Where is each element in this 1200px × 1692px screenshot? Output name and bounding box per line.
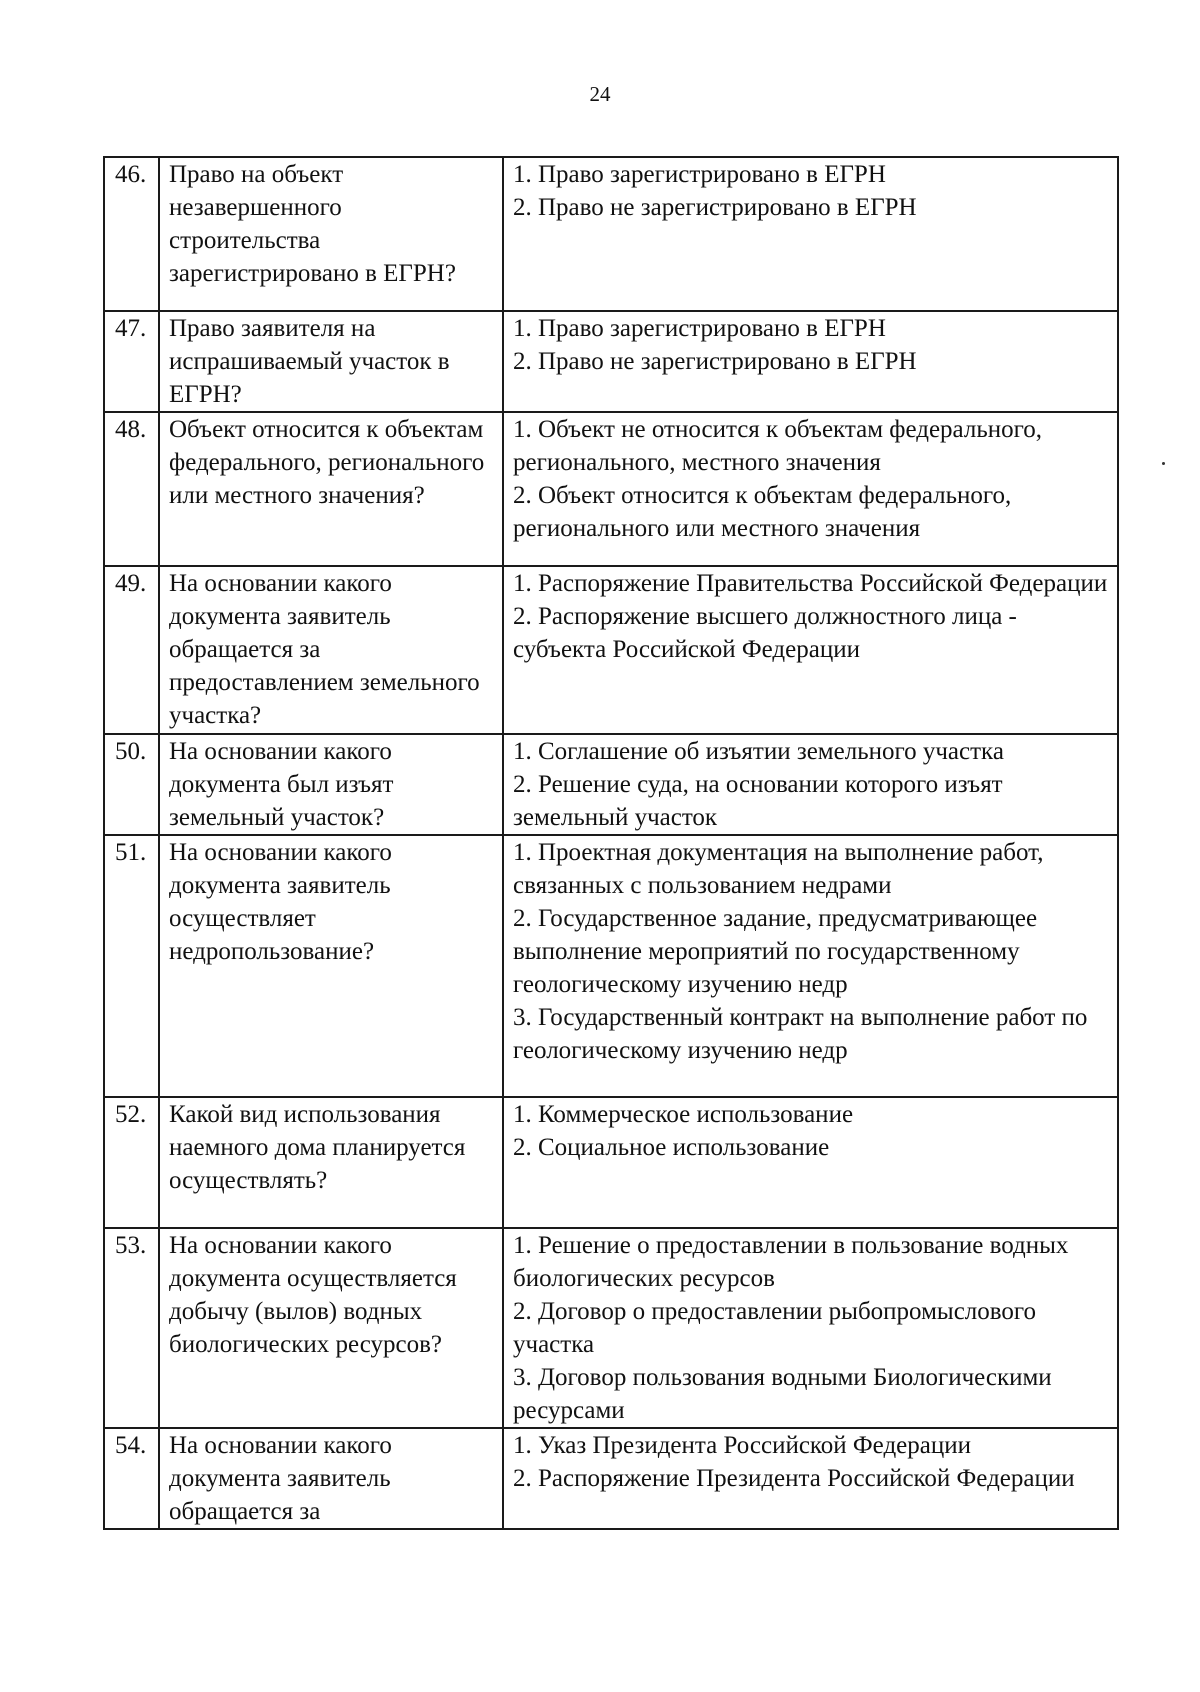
answers-cell bbox=[503, 1228, 1118, 1428]
answer-option: 2. Государственное задание, предусматривающее выполнение мероприятий по государственному геологическому изучению недр bbox=[513, 905, 1038, 998]
answer-option: 1. Право зарегистрировано в ЕГРН bbox=[513, 315, 886, 342]
answer-option: 3. Государственный контракт на выполнение работ по геологическому изучению недр bbox=[513, 1004, 1088, 1064]
answer-option: 3. Договор пользования водными Биологическими ресурсами bbox=[513, 1364, 1052, 1424]
answer-option: 1. Коммерческое использование bbox=[513, 1101, 854, 1128]
row-number: 51. bbox=[104, 835, 159, 1097]
answer-option: 2. Распоряжение высшего должностного лица - субъекта Российской Федерации bbox=[513, 603, 1017, 663]
table-row bbox=[104, 412, 1118, 566]
row-number: 52. bbox=[104, 1097, 159, 1228]
answer-option: 1. Объект не относится к объектам федерального, регионального, местного значения bbox=[513, 416, 1043, 476]
answer-option: 2. Право не зарегистрировано в ЕГРН bbox=[513, 348, 917, 375]
row-number: 53. bbox=[104, 1228, 159, 1428]
answers-cell bbox=[503, 734, 1118, 835]
question-cell: Право заявителя на испрашиваемый участок в ЕГРН? bbox=[159, 311, 503, 412]
answer-option: 1. Право зарегистрировано в ЕГРН bbox=[513, 161, 886, 188]
question-cell: На основании какого документа был изъят земельный участок? bbox=[159, 734, 503, 835]
question-cell: На основании какого документа заявитель осуществляет недропользование? bbox=[159, 835, 503, 1097]
page-number: 24 bbox=[589, 82, 611, 106]
answer-option: 2. Распоряжение Президента Российской Федерации bbox=[513, 1465, 1075, 1492]
question-cell: На основании какого документа осуществляется добычу (вылов) водных биологических ресурсов? bbox=[159, 1228, 503, 1428]
row-number: 46. bbox=[104, 157, 159, 311]
answer-option: 2. Договор о предоставлении рыбопромыслового участка bbox=[513, 1298, 1037, 1358]
row-number: 47. bbox=[104, 311, 159, 412]
question-cell: Какой вид использования наемного дома планируется осуществлять? bbox=[159, 1097, 503, 1228]
table-row bbox=[104, 1228, 1118, 1428]
table-row bbox=[104, 835, 1118, 1097]
answers-cell bbox=[503, 835, 1118, 1097]
answer-option: 2. Объект относится к объектам федерального, регионального или местного значения bbox=[513, 482, 1012, 542]
question-cell: На основании какого документа заявитель обращается за предоставлением земельного участка? bbox=[159, 566, 503, 734]
table-row bbox=[104, 566, 1118, 734]
answer-option: 1. Проектная документация на выполнение работ, связанных с пользованием недрами bbox=[513, 839, 1044, 899]
answer-option: 1. Распоряжение Правительства Российской Федерации bbox=[513, 570, 1108, 597]
table-row bbox=[104, 157, 1118, 311]
row-number: 50. bbox=[104, 734, 159, 835]
answer-option: 2. Социальное использование bbox=[513, 1134, 830, 1161]
answers-cell bbox=[503, 157, 1118, 311]
table-row bbox=[104, 1428, 1118, 1529]
answer-option: 1. Решение о предоставлении в пользование водных биологических ресурсов bbox=[513, 1232, 1069, 1292]
table-row bbox=[104, 1097, 1118, 1228]
scan-speck bbox=[1162, 462, 1165, 465]
answers-cell bbox=[503, 1428, 1118, 1529]
question-cell: Объект относится к объектам федерального, регионального или местного значения? bbox=[159, 412, 503, 566]
question-cell: Право на объект незавершенного строительства зарегистрировано в ЕГРН? bbox=[159, 157, 503, 311]
answer-option: 2. Право не зарегистрировано в ЕГРН bbox=[513, 194, 917, 221]
row-number: 48. bbox=[104, 412, 159, 566]
row-number: 54. bbox=[104, 1428, 159, 1529]
answer-option: 2. Решение суда, на основании которого изъят земельный участок bbox=[513, 771, 1003, 831]
answers-cell bbox=[503, 566, 1118, 734]
question-cell: На основании какого документа заявитель обращается за bbox=[159, 1428, 503, 1529]
answer-option: 1. Соглашение об изъятии земельного участка bbox=[513, 738, 1004, 765]
answers-cell bbox=[503, 311, 1118, 412]
answers-cell bbox=[503, 412, 1118, 566]
answers-cell bbox=[503, 1097, 1118, 1228]
table-row bbox=[104, 734, 1118, 835]
questions-table bbox=[103, 156, 1119, 1530]
answer-option: 1. Указ Президента Российской Федерации bbox=[513, 1432, 971, 1459]
table-row bbox=[104, 311, 1118, 412]
row-number: 49. bbox=[104, 566, 159, 734]
